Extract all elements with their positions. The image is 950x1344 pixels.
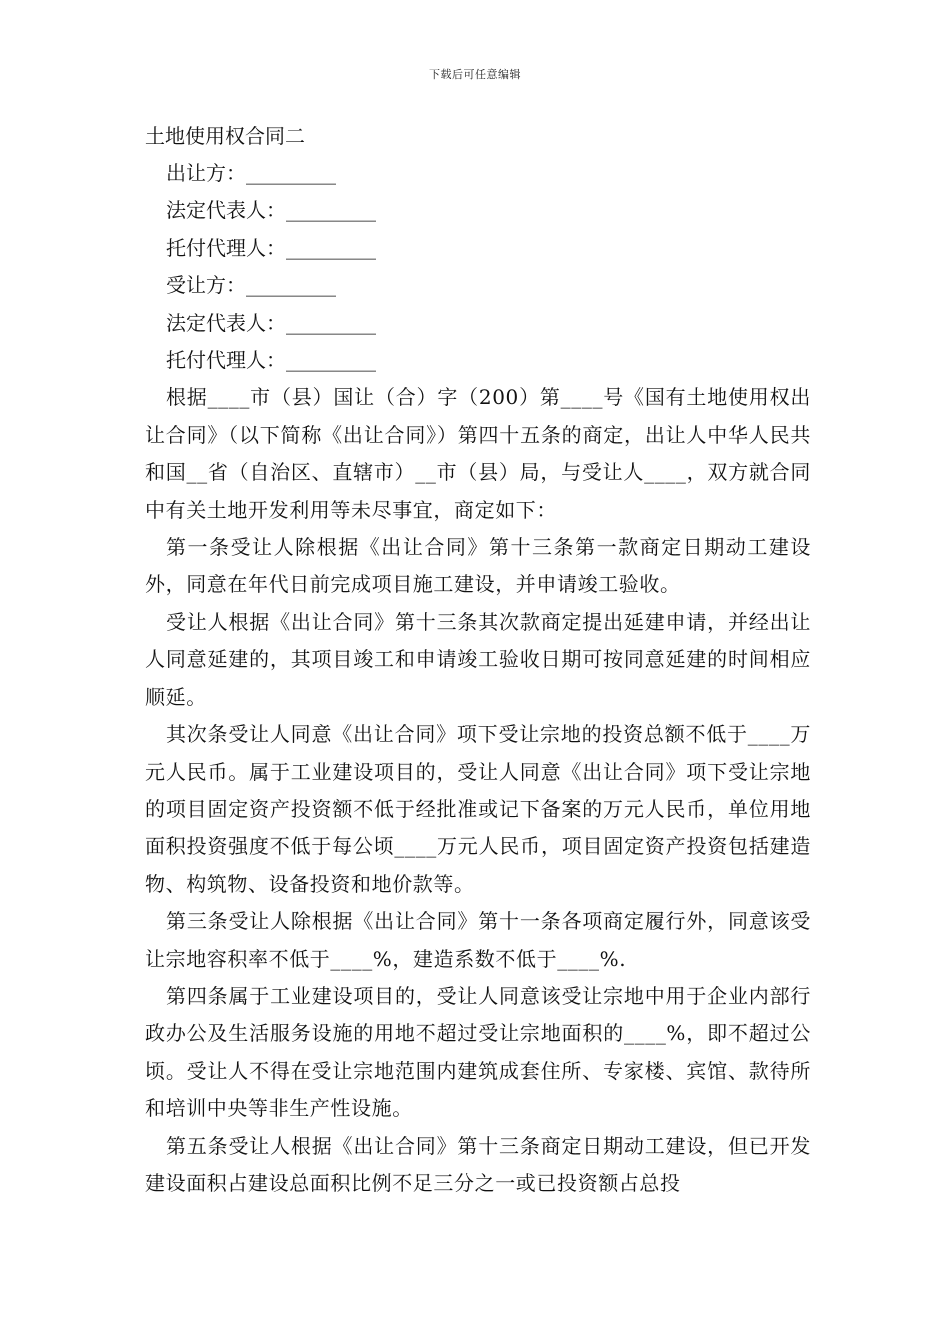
party-line-transferor [145, 155, 811, 192]
party-blank: _________ [286, 198, 376, 223]
paragraph-article-3: 第三条受让人除根据《出让合同》第十一条各项商定履行外，同意该受让宗地容积率不低于____%，建造系数不低于____%. [145, 909, 811, 971]
party-label: 出让方： [166, 161, 246, 185]
party-line-transferor-legal-rep [145, 192, 811, 229]
paragraph-article-5: 第五条受让人根据《出让合同》第十三条商定日期动工建设，但已开发建设面积占建设总面积比例不足三分之一或已投资额占总投 [145, 1133, 811, 1195]
party-line-transferor-agent [145, 230, 811, 267]
paragraph-preamble: 根据____市（县）国让（合）字（200）第____号《国有土地使用权出让合同》（以下简称《出让合同》）第四十五条的商定，出让人中华人民共和国__省（自治区、直辖市）__市（县）局，与受让人____，双方就合同中有关土地开发利用等未尽事宜，商定如下： [145, 385, 811, 522]
party-blank: _________ [286, 235, 376, 260]
document-title: 土地使用权合同二 [145, 124, 305, 148]
party-label: 受让方： [166, 273, 246, 298]
party-label: 法定代表人： [166, 310, 286, 335]
paragraph-article-1-extension: 受让人根据《出让合同》第十三条其次款商定提出延建申请，并经出让人同意延建的，其项目竣工和申请竣工验收日期可按同意延建的时间相应顺延。 [145, 609, 811, 709]
party-blank: _________ [286, 310, 376, 335]
party-blank: _________ [246, 273, 336, 298]
party-blank: _________ [246, 161, 336, 185]
paragraph-article-2: 其次条受让人同意《出让合同》项下受让宗地的投资总额不低于____万元人民币。属于工业建设项目的，受让人同意《出让合同》项下受让宗地的项目固定资产投资额不低于经批准或记下备案的万元人民币，单位用地面积投资强度不低于每公顷____万元人民币，项目固定资产投资包括建造物、构筑物、设备投资和地价款等。 [145, 722, 811, 896]
party-label: 托付代理人： [166, 348, 286, 373]
party-line-transferee [145, 267, 811, 304]
party-line-transferee-legal-rep [145, 305, 811, 342]
party-blank: _________ [286, 348, 376, 373]
paragraph-article-1: 第一条受让人除根据《出让合同》第十三条第一款商定日期动工建设外，同意在年代日前完成项目施工建设，并申请竣工验收。 [145, 535, 811, 597]
paragraph-article-4: 第四条属于工业建设项目的，受让人同意该受让宗地中用于企业内部行政办公及生活服务设施的用地不超过受让宗地面积的____%，即不超过公顷。受让人不得在受让宗地范围内建筑成套住所、专家楼、宾馆、款待所和培训中央等非生产性设施。 [145, 983, 811, 1121]
party-line-transferee-agent [145, 342, 811, 379]
party-label: 托付代理人： [166, 235, 286, 260]
party-label: 法定代表人： [166, 198, 286, 223]
document-body [145, 118, 811, 1202]
header-note: 下载后可任意编辑 [429, 68, 521, 81]
